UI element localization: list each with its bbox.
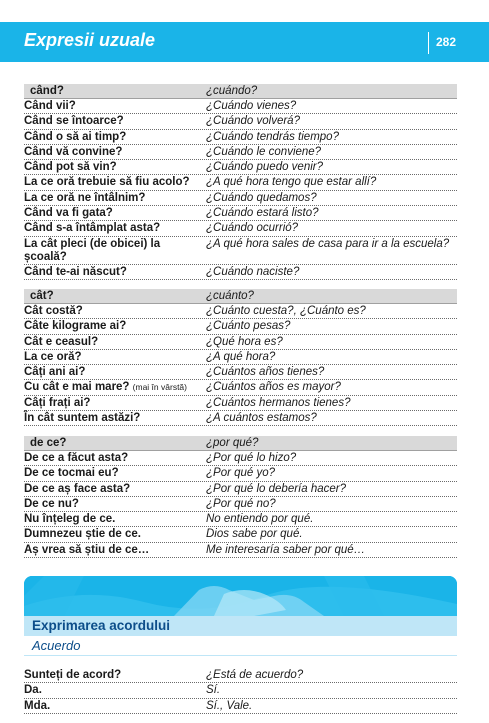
section-header-es: ¿cuándo?: [206, 85, 258, 97]
phrase-row: [24, 99, 457, 114]
phrase-ro: Mda.: [24, 699, 51, 712]
phrase-ro: Câți frați ai?: [24, 396, 91, 409]
phrase-ro: La ce oră ne întâlnim?: [24, 191, 146, 204]
phrase-ro: Când o să ai timp?: [24, 130, 127, 143]
phrase-es: ¿Cuándo volverá?: [206, 115, 300, 128]
phrase-row: [24, 365, 457, 380]
phrase-ro: Aș vrea să știu de ce…: [24, 543, 150, 556]
phrase-row: [24, 265, 457, 280]
section-header-ro: cât?: [30, 290, 54, 302]
phrase-ro: Sunteți de acord?: [24, 669, 122, 681]
header-divider: [428, 32, 429, 54]
handshake-illustration: [24, 576, 457, 616]
phrase-ro: [24, 381, 199, 394]
phrase-es: ¿Cuándo ocurrió?: [206, 222, 299, 235]
phrase-ro: Cât e ceasul?: [24, 335, 99, 348]
phrase-es: ¿A qué hora sales de casa para ir a la escuela?: [206, 237, 450, 250]
phrase-ro-main: Cu cât e mai mare?: [24, 381, 130, 394]
phrase-ro: Când te-ai născut?: [24, 265, 127, 278]
phrase-es: ¿Por qué lo hizo?: [206, 452, 297, 464]
phrase-row: [24, 145, 457, 160]
phrase-row: [24, 396, 457, 411]
phrase-es: No entiendo por qué.: [206, 513, 314, 526]
phrase-ro: La cât pleci (de obicei) la școală?: [24, 237, 161, 263]
phrase-es: ¿Cuántos hermanos tienes?: [206, 396, 351, 409]
phrase-row: [24, 160, 457, 175]
phrase-row: [24, 114, 457, 129]
phrase-es: ¿Cuándo tendrás tiempo?: [206, 130, 339, 143]
phrase-row: [24, 350, 457, 365]
phrase-row: [24, 335, 457, 350]
phrase-es: ¿Cuándo puedo venir?: [206, 161, 323, 174]
section-header-es: ¿cuánto?: [206, 290, 254, 302]
phrase-ro: Când vii?: [24, 100, 76, 112]
section-cat: [24, 289, 457, 426]
phrase-ro: Nu înțeleg de ce.: [24, 513, 116, 526]
phrase-row: [24, 668, 457, 683]
phrase-row: [24, 206, 457, 221]
phrase-ro: Câte kilograme ai?: [24, 320, 127, 333]
banner-subtitle-bar: [24, 636, 457, 656]
section-header-ro: de ce?: [30, 437, 67, 449]
phrase-ro: La ce oră?: [24, 350, 82, 363]
section-header-ro: când?: [30, 85, 64, 97]
phrase-es: ¿A cuántos estamos?: [206, 412, 317, 425]
section-header: [24, 436, 457, 451]
phrase-es: ¿Por qué lo debería hacer?: [206, 482, 347, 495]
phrase-ro: La ce oră trebuie să fiu acolo?: [24, 176, 190, 189]
phrase-row: [24, 175, 457, 190]
phrase-es: ¿Cuándo estará listo?: [206, 207, 319, 220]
phrase-row: [24, 380, 457, 395]
page-header: [0, 22, 489, 62]
phrase-row: [24, 527, 457, 542]
phrase-ro: De ce nu?: [24, 497, 79, 510]
phrase-row: [24, 191, 457, 206]
phrase-row: [24, 319, 457, 334]
section-header-es: ¿por qué?: [206, 437, 259, 449]
phrase-row: [24, 482, 457, 497]
phrase-es: ¿Cuándo naciste?: [206, 265, 300, 278]
phrase-ro: În cât suntem astăzi?: [24, 412, 141, 425]
phrase-row: [24, 466, 457, 481]
phrase-es: Sí.: [206, 684, 221, 697]
phrase-es: ¿Cuánto pesas?: [206, 320, 291, 333]
phrase-es: ¿Por qué yo?: [206, 467, 276, 480]
phrase-row: [24, 543, 457, 558]
phrase-ro: Când vă convine?: [24, 145, 123, 158]
phrase-es: ¿Por qué no?: [206, 497, 276, 510]
phrase-es: ¿Cuántos años tienes?: [206, 366, 325, 379]
phrase-es: ¿Cuánto cuesta?, ¿Cuánto es?: [206, 305, 366, 317]
phrase-es: Sí., Vale.: [206, 699, 253, 712]
phrase-row: [24, 699, 457, 714]
phrase-ro: Când s-a întâmplat asta?: [24, 222, 161, 235]
phrase-ro-note: (mai în vârstă): [132, 382, 187, 393]
phrase-ro: Când va fi gata?: [24, 207, 113, 220]
page-title: Expresii uzuale: [24, 30, 156, 50]
phrase-es: ¿Está de acuerdo?: [206, 669, 304, 681]
section-de-ce: [24, 436, 457, 558]
phrase-row: [24, 512, 457, 527]
phrase-es: Dios sabe por qué.: [206, 528, 303, 541]
banner-title-bar: [24, 616, 457, 636]
banner-title: Exprimarea acordului: [32, 618, 171, 633]
phrase-row: [24, 221, 457, 236]
phrase-es: ¿Cuántos años es mayor?: [206, 381, 341, 394]
phrase-es: ¿Cuándo vienes?: [206, 100, 297, 112]
section-header: [24, 84, 457, 99]
phrase-es: ¿Cuándo quedamos?: [206, 191, 317, 204]
section-banner-image: [24, 576, 457, 616]
phrase-ro: Dumnezeu știe de ce.: [24, 528, 141, 541]
phrase-es: ¿A qué hora?: [206, 350, 276, 363]
phrase-es: Me interesaría saber por qué…: [206, 543, 366, 556]
phrase-ro: Când pot să vin?: [24, 161, 117, 174]
phrase-row: [24, 683, 457, 698]
phrase-es: ¿A qué hora tengo que estar allí?: [206, 176, 377, 189]
phrase-es: ¿Cuándo le conviene?: [206, 145, 322, 158]
phrase-row: [24, 237, 457, 265]
phrase-row: [24, 304, 457, 319]
phrase-ro: Cât costă?: [24, 305, 83, 317]
section-acord: [24, 668, 457, 714]
section-header: [24, 289, 457, 304]
phrase-row: [24, 130, 457, 145]
phrase-row: [24, 411, 457, 426]
phrase-ro: Câți ani ai?: [24, 366, 86, 379]
page-number: 282: [436, 35, 457, 49]
phrase-ro: De ce tocmai eu?: [24, 467, 119, 480]
phrase-es: ¿Qué hora es?: [206, 335, 283, 348]
phrase-ro: De ce a făcut asta?: [24, 452, 129, 464]
banner-subtitle: Acuerdo: [32, 638, 81, 653]
phrase-ro: Da.: [24, 684, 42, 697]
phrase-row: [24, 497, 457, 512]
phrase-row: [24, 451, 457, 466]
phrase-ro: De ce aș face asta?: [24, 482, 131, 495]
section-cand: [24, 84, 457, 280]
phrase-ro: Când se întoarce?: [24, 115, 124, 128]
